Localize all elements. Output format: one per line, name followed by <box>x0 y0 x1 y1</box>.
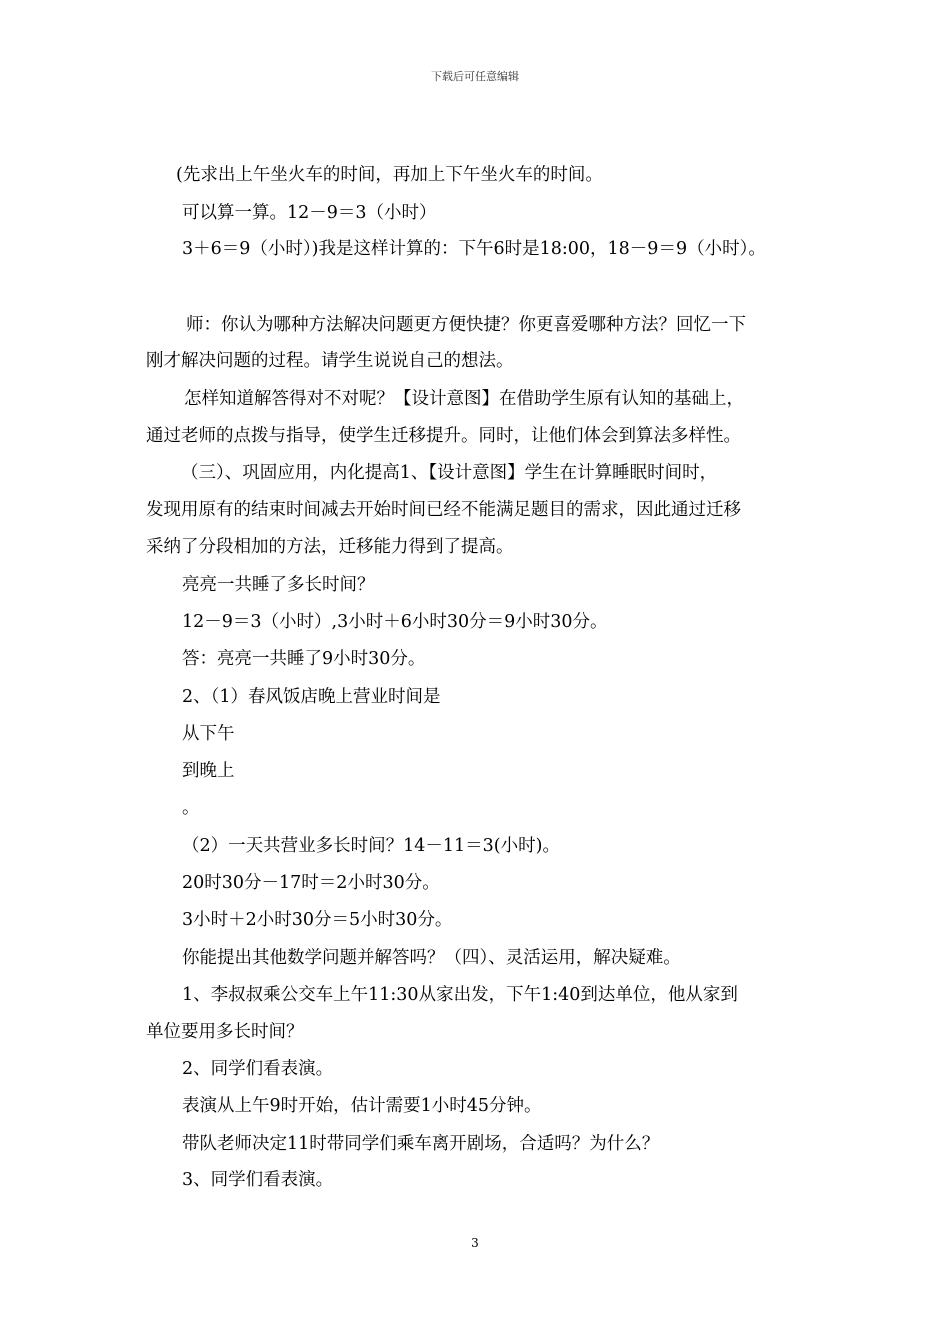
text-line: 怎样知道解答得对不对呢？【设计意图】在借助学生原有认知的基础上， <box>184 389 744 409</box>
text-line: 到晚上 <box>182 761 235 781</box>
text-line: 2、（1）春风饭店晚上营业时间是 <box>182 687 441 707</box>
text-line: （2）一天共营业多长时间？14－11＝3(小时)。 <box>182 836 560 856</box>
text-line: 20时30分－17时＝2小时30分。 <box>182 873 440 893</box>
text-line: 亮亮一共睡了多长时间？ <box>182 575 375 595</box>
text-line: 12－9＝3（小时）,3小时＋6小时30分＝9小时30分。 <box>182 612 608 632</box>
text-line: 。 <box>182 798 200 818</box>
text-line: 3＋6＝9（小时）)我是这样计算的：下午6时是18:00，18－9＝9（小时）。 <box>182 239 766 259</box>
text-line: （三）、巩固应用，内化提高1、【设计意图】学生在计算睡眠时间时， <box>181 463 718 483</box>
page-number: 3 <box>471 1236 479 1250</box>
text-line: 刚才解决问题的过程。请学生说说自己的想法。 <box>146 351 514 371</box>
text-line: 答：亮亮一共睡了9小时30分。 <box>182 649 426 669</box>
text-line: 采纳了分段相加的方法，迁移能力得到了提高。 <box>146 537 514 557</box>
text-line: 3小时＋2小时30分＝5小时30分。 <box>182 910 453 930</box>
text-line: 1、李叔叔乘公交车上午11:30从家出发，下午1:40到达单位，他从家到 <box>182 985 738 1005</box>
text-line: 表演从上午9时开始，估计需要1小时45分钟。 <box>182 1096 542 1116</box>
text-line: 从下午 <box>182 724 235 744</box>
text-line: 可以算一算。12－9＝3（小时） <box>182 203 437 223</box>
text-line: 单位要用多长时间？ <box>146 1022 304 1042</box>
text-line: 你能提出其他数学问题并解答吗？（四）、灵活运用，解决疑难。 <box>182 948 681 968</box>
page-header: 下载后可任意编辑 <box>431 70 519 83</box>
text-line: 带队老师决定11时带同学们乘车离开剧场，合适吗？为什么？ <box>182 1134 660 1154</box>
text-line: 发现用原有的结束时间减去开始时间已经不能满足题目的需求，因此通过迁移 <box>146 500 741 520</box>
text-line: 2、同学们看表演。 <box>182 1059 334 1079</box>
text-line: 3、同学们看表演。 <box>182 1170 334 1190</box>
text-line: 通过老师的点拨与指导，使学生迁移提升。同时，让他们体会到算法多样性。 <box>146 426 741 446</box>
text-line: (先求出上午坐火车的时间，再加上下午坐火车的时间。 <box>176 165 603 185</box>
text-line: 师：你认为哪种方法解决问题更方便快捷？你更喜爱哪种方法？回忆一下 <box>186 315 746 335</box>
